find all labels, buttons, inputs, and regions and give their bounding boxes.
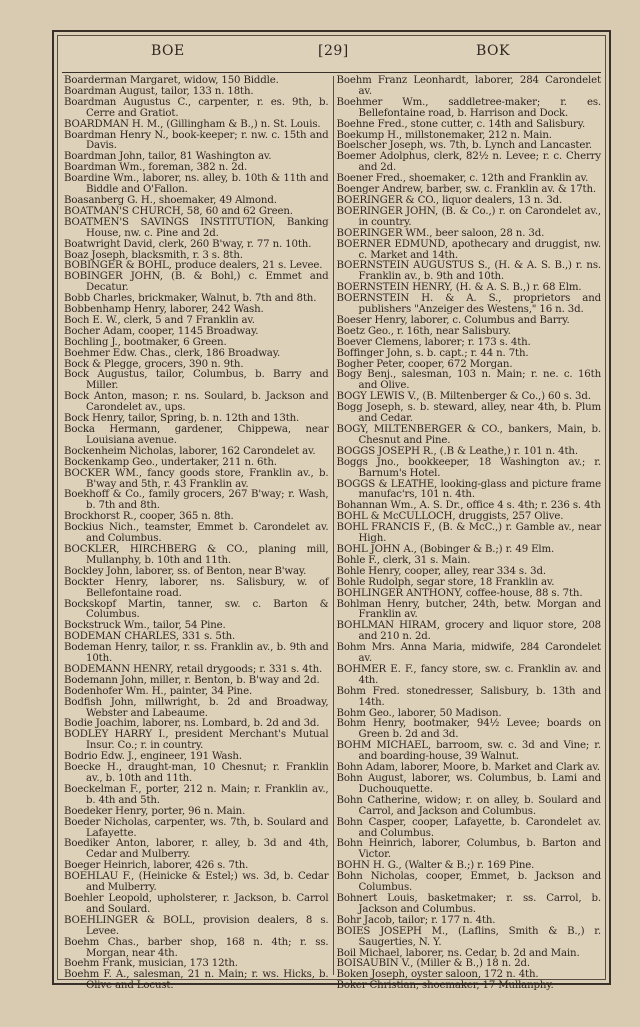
directory-entry: Boardman John, tailor, 81 Washington av. — [64, 151, 272, 163]
right-column — [333, 75, 604, 992]
directory-entry: Boatwright David, clerk, 260 B'way, r. 77 n. 10th. — [64, 238, 312, 250]
directory-entry: Bohr Jacob, tailor; r. 177 n. 4th. — [336, 914, 496, 926]
directory-entry: Bochling J., bootmaker, 6 Green. — [64, 336, 227, 348]
directory-entry: BOHM MICHAEL, barroom, sw. c. 3d and Vine; r. and boarding-house, 39 Walnut. — [336, 740, 601, 763]
directory-entry: Bogher Peter, cooper, 672 Morgan. — [336, 358, 513, 370]
directory-entry: Brockhorst R., cooper, 365 n. 8th. — [64, 511, 234, 523]
directory-entry: BOBINGER JOHN, (B. & Bohl,) c. Emmet and Decatur. — [64, 271, 329, 294]
directory-entry: BOCKER WM., fancy goods store, Franklin av., b. B'way and 5th, r. 43 Franklin av. — [64, 467, 329, 490]
directory-entry: Bock Augustus, tailor, Columbus, b. Barry and Miller. — [64, 369, 329, 392]
directory-entry: BOATMAN'S CHURCH, 58, 60 and 62 Green. — [64, 205, 293, 217]
directory-entry: Boeder Nicholas, carpenter, ws. 7th, b. Soulard and Lafayette. — [64, 816, 329, 839]
directory-entry: BOEHLINGER & BOLL, provision dealers, 8 s. Levee. — [64, 914, 329, 937]
directory-entry: Bohn August, laborer, ws. Columbus, b. Lami and Duchouquette. — [336, 773, 601, 795]
directory-entry: Boker Christian, shoemaker, 17 Mullanphy. — [336, 980, 554, 992]
directory-entry: Boener Fred., shoemaker, c. 12th and Franklin av. — [336, 173, 589, 185]
directory-entry: Boehm F. A., salesman, 21 n. Main; r. ws. Hicks, b. Olive and Locust. — [64, 969, 329, 992]
directory-entry: Boehm Chas., barber shop, 168 n. 4th; r. ss. Morgan, near 4th. — [64, 936, 329, 959]
directory-entry: Bodeman Henry, tailor, r. ss. Franklin av., b. 9th and 10th. — [64, 642, 329, 665]
directory-entry: Boarderman Margaret, widow, 150 Biddle. — [64, 75, 279, 86]
directory-entry: Bockter Henry, laborer, ns. Salisbury, w. of Bellefontaine road. — [64, 576, 329, 599]
directory-entry: BOERINGER WM., beer saloon, 28 n. 3d. — [336, 227, 545, 239]
directory-entry: BOCKLER, HIRCHBERG & CO., planing mill, Mullanphy, b. 10th and 11th. — [64, 543, 329, 566]
directory-entry: Boehmer Wm., saddletree-maker; r. es. Bellefontaine road, b. Harrison and Dock. — [336, 96, 601, 119]
directory-entry: BOIES JOSEPH M., (Laflins, Smith & B.,) r. Saugerties, N. Y. — [336, 925, 601, 948]
page-number: [29] — [318, 43, 349, 59]
directory-entry: Boeser Henry, laborer, c. Columbus and Barry. — [336, 314, 570, 326]
directory-entry: BODLEY HARRY I., president Merchant's Mutual Insur. Co.; r. in country. — [64, 729, 329, 752]
directory-entry: Boenger Andrew, barber, sw. c. Franklin av. & 17th. — [336, 184, 597, 196]
directory-entry: Bohm Fred. stonedresser, Salisbury, b. 13th and 14th. — [336, 685, 601, 708]
directory-entry: Bockstruck Wm., tailor, 54 Pine. — [64, 620, 226, 632]
directory-entry: BOHLINGER ANTHONY, coffee-house, 88 s. 7th. — [336, 587, 583, 599]
directory-entry: BOERINGER JOHN, (B. & Co.,) r. on Carondelet av., in country. — [336, 205, 601, 228]
directory-entry: Boekump H., millstonemaker, 212 n. Main. — [336, 129, 552, 141]
directory-entry: Bock Anton, mason; r. ns. Soulard, b. Jackson and Carondelet av., ups. — [64, 391, 329, 414]
directory-entry: Bodrio Edw. J., engineer, 191 Wash. — [64, 751, 242, 763]
directory-entry: Boasanberg G. H., shoemaker, 49 Almond. — [64, 194, 277, 206]
directory-entry: Boeckelman F., porter, 212 n. Main; r. Franklin av., b. 4th and 5th. — [64, 783, 329, 806]
directory-entry: Boardman August, tailor, 133 n. 18th. — [64, 85, 254, 97]
directory-entry: BOGGS & LEATHE, looking-glass and picture frame manufac'rs, 101 n. 4th. — [336, 478, 601, 501]
directory-entry: Bohm Geo., laborer, 50 Madison. — [336, 707, 502, 719]
directory-entry: Bohn Casper, cooper, Lafayette, b. Carondelet av. and Columbus. — [336, 816, 601, 839]
directory-entry: Bocher Adam, cooper, 1145 Broadway. — [64, 325, 259, 337]
directory-entry: BOHMER E. F., fancy store, sw. c. Franklin av. and 4th. — [336, 663, 601, 686]
directory-entry: Bodemann John, miller, r. Benton, b. B'way and 2d. — [64, 674, 320, 686]
directory-entry: BOISAUBIN V., (Miller & B.,) 18 n. 2d. — [336, 958, 531, 970]
directory-entry: Boekhoff & Co., family grocers, 267 B'way; r. Wash, b. 7th and 8th. — [64, 489, 329, 512]
directory-entry: BOERNSTEIN HENRY, (H. & A. S. B.,) r. 68 Elm. — [336, 282, 582, 294]
directory-entry: Bohn Nicholas, cooper, Emmet, b. Jackson and Columbus. — [336, 871, 601, 894]
directory-columns — [62, 75, 603, 992]
directory-entry: Bockley John, laborer, ss. of Benton, near B'way. — [64, 565, 307, 577]
directory-entry: Bobb Charles, brickmaker, Walnut, b. 7th and 8th. — [64, 293, 317, 305]
directory-entry: Boecke H., draught-man, 10 Chesnut; r. Franklin av., b. 10th and 11th. — [64, 762, 329, 784]
directory-entry: Bodie Joachim, laborer, ns. Lombard, b. 2d and 3d. — [64, 718, 320, 730]
directory-entry: BOHLMAN HIRAM, grocery and liquor store, 208 and 210 n. 2d. — [336, 620, 601, 643]
directory-entry: Boever Clemens, laborer; r. 173 s. 4th. — [336, 336, 531, 348]
directory-entry: Bockenkamp Geo., undertaker, 211 n. 6th. — [64, 456, 277, 468]
directory-entry: Boehm Franz Leonhardt, laborer, 284 Carondelet av. — [336, 75, 601, 97]
directory-entry: Bohle Henry, cooper, alley, rear 334 s. 3d. — [336, 565, 546, 577]
directory-entry: Bock Henry, tailor, Spring, b. n. 12th and 13th. — [64, 413, 300, 425]
directory-entry: Bock & Plegge, grocers, 390 n. 9th. — [64, 358, 244, 370]
directory-entry: Boeger Heinrich, laborer, 426 s. 7th. — [64, 860, 249, 872]
directory-entry: Boediker Anton, laborer, r. alley, b. 3d and 4th, Cedar and Mulberry. — [64, 838, 329, 861]
directory-entry: Boehmer Edw. Chas., clerk, 186 Broadway. — [64, 347, 281, 359]
directory-entry: Bohn Heinrich, laborer, Columbus, b. Barton and Victor. — [336, 838, 601, 861]
directory-entry: Bohnert Louis, basketmaker; r. ss. Carrol, b. Jackson and Columbus. — [336, 892, 601, 915]
directory-entry: Boelscher Joseph, ws. 7th, b. Lynch and Lancaster. — [336, 140, 592, 152]
directory-entry: Boaz Joseph, blacksmith, r. 3 s. 8th. — [64, 249, 243, 261]
directory-entry: Bohle F., clerk, 31 s. Main. — [336, 554, 471, 566]
directory-entry: Boggs Jno., bookkeeper, 18 Washington av.; r. Barnum's Hotel. — [336, 456, 601, 479]
directory-entry: Boch E. W., clerk, 5 and 7 Franklin av. — [64, 314, 255, 326]
directory-entry: BOEHLAU F., (Heinicke & Estel;) ws. 3d, b. Cedar and Mulberry. — [64, 871, 329, 894]
directory-entry: BOERNER EDMUND, apothecary and druggist, nw. c. Market and 14th. — [336, 238, 601, 261]
header-right-guide-word: BOK — [476, 43, 510, 59]
page-header — [62, 32, 601, 73]
left-column — [62, 75, 333, 992]
directory-entry: Bohn Adam, laborer, Moore, b. Market and Clark av. — [336, 762, 600, 774]
directory-entry: Bohn Catherine, widow; r. on alley, b. Soulard and Carrol, and Jackson and Columbus. — [336, 794, 601, 817]
directory-entry: BOERINGER & CO., liquor dealers, 13 n. 3d. — [336, 194, 563, 206]
directory-entry: Boehne Fred., stone cutter, c. 14th and Salisbury. — [336, 118, 586, 130]
directory-entry: Bohle Rudolph, segar store, 18 Franklin av. — [336, 576, 555, 588]
directory-entry: BOERNSTEIN AUGUSTUS S., (H. & A. S. B.,) r. ns. Franklin av., b. 9th and 10th. — [336, 260, 601, 283]
directory-entry: Boardman Wm., foreman, 382 n. 2d. — [64, 162, 248, 174]
directory-entry: Bohlman Henry, butcher, 24th, betw. Morgan and Franklin av. — [336, 598, 601, 621]
directory-entry: Bohm Henry, bootmaker, 94½ Levee; boards on Green b. 2d and 3d. — [336, 718, 601, 741]
directory-entry: Boffinger John, s. b. capt.; r. 44 n. 7th. — [336, 347, 529, 359]
directory-entry: BODEMANN HENRY, retail drygoods; r. 331 s. 4th. — [64, 663, 323, 675]
directory-entry: Boken Joseph, oyster saloon, 172 n. 4th. — [336, 969, 539, 981]
directory-entry: BOARDMAN H. M., (Gillingham & B.,) n. St. Louis. — [64, 118, 321, 130]
directory-entry: BOBINGER & BOHL, produce dealers, 21 s. Levee. — [64, 260, 323, 272]
directory-entry: Boemer Adolphus, clerk, 82½ n. Levee; r. c. Cherry and 2d. — [336, 151, 601, 174]
directory-entry: Bockenheim Nicholas, laborer, 162 Carondelet av. — [64, 445, 316, 457]
directory-entry: BODEMAN CHARLES, 331 s. 5th. — [64, 631, 236, 643]
directory-page — [52, 30, 611, 992]
directory-entry: Bodfish John, millwright, b. 2d and Broadway, Webster and Labeaume. — [64, 696, 329, 719]
directory-entry: Bohannan Wm., A. S. Dr., office 4 s. 4th; r. 236 s. 4th — [336, 500, 601, 512]
directory-entry: Bogg Joseph, s. b. steward, alley, near 4th, b. Plum and Cedar. — [336, 402, 601, 425]
directory-entry: Bocka Hermann, gardener, Chippewa, near Louisiana avenue. — [64, 424, 329, 446]
directory-entry: Bobbenhamp Henry, laborer, 242 Wash. — [64, 304, 264, 316]
directory-entry: BOHL & McCULLOCH, druggists, 257 Olive. — [336, 511, 564, 523]
directory-entry: BOERNSTEIN H. & A. S., proprietors and publishers "Anzeiger des Westens," 16 n. 3d. — [336, 293, 601, 316]
header-left-guide-word: BOE — [151, 43, 185, 59]
directory-entry: BOATMEN'S SAVINGS INSTITUTION, Banking House, nw. c. Pine and 2d. — [64, 216, 329, 239]
directory-entry: Boehler Leopold, upholsterer, r. Jackson, b. Carrol and Soulard. — [64, 892, 329, 915]
directory-entry: Bogy Benj., salesman, 103 n. Main; r. ne. c. 16th and Olive. — [336, 369, 601, 392]
directory-entry: Boetz Geo., r. 16th, near Salisbury. — [336, 325, 511, 337]
directory-entry: BOHN H. G., (Walter & B.;) r. 169 Pine. — [336, 860, 535, 872]
directory-entry: Bohm Mrs. Anna Maria, midwife, 284 Carondelet av. — [336, 642, 601, 665]
directory-entry: BOGY, MILTENBERGER & CO., bankers, Main, b. Chesnut and Pine. — [336, 424, 601, 446]
directory-entry: Boardman Henry N., book-keeper; r. nw. c. 15th and Davis. — [64, 129, 329, 152]
directory-entry: Bockskopf Martin, tanner, sw. c. Barton & Columbus. — [64, 598, 329, 621]
directory-entry: Boehm Frank, musician, 173 12th. — [64, 958, 238, 970]
directory-entry: Boardine Wm., laborer, ns. alley, b. 10th & 11th and Biddle and O'Fallon. — [64, 173, 329, 196]
directory-entry: Boedeker Henry, porter, 96 n. Main. — [64, 805, 246, 817]
directory-entry: Bodenhofer Wm. H., painter, 34 Pine. — [64, 685, 253, 697]
directory-entry: Boardman Augustus C., carpenter, r. es. 9th, b. Cerre and Gratiot. — [64, 96, 329, 119]
directory-entry: BOHL JOHN A., (Bobinger & B.;) r. 49 Elm. — [336, 543, 555, 555]
directory-entry: Boil Michael, laborer, ns. Cedar, b. 2d and Main. — [336, 947, 580, 959]
directory-entry: BOGGS JOSEPH R., (.B & Leathe,) r. 101 n. 4th. — [336, 445, 578, 457]
directory-entry: BOGY LEWIS V., (B. Miltenberger & Co.,) 60 s. 3d. — [336, 391, 591, 403]
directory-entry: BOHL FRANCIS F., (B. & McC.,) r. Gamble av., near High. — [336, 522, 601, 545]
directory-entry: Bockius Nich., teamster, Emmet b. Carondelet av. and Columbus. — [64, 522, 329, 545]
